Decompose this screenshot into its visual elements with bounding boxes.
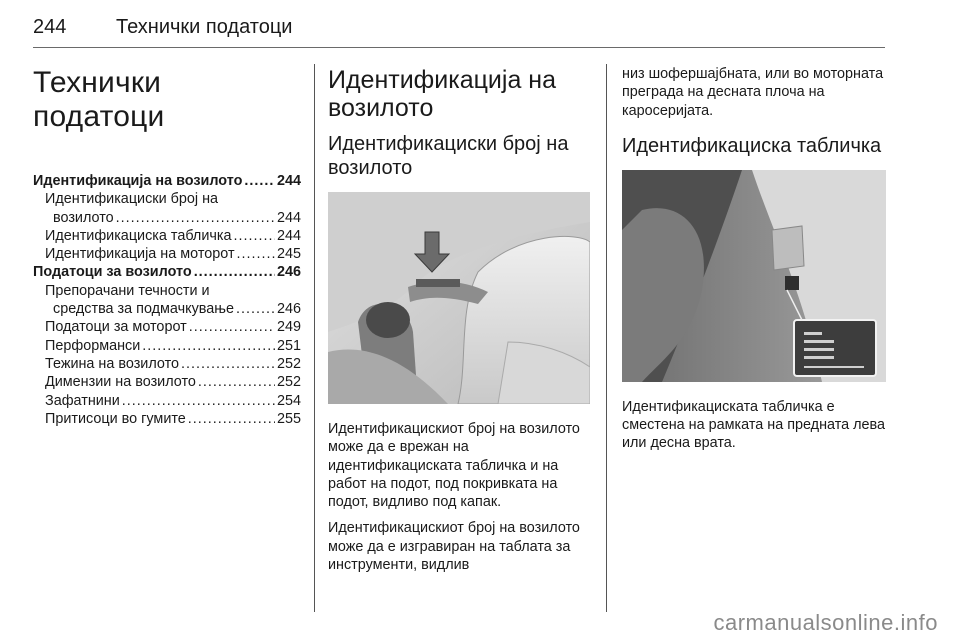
table-of-contents [33, 172, 301, 428]
content-column-2 [328, 56, 590, 582]
toc-entry-label: Идентификациски број на [45, 191, 219, 208]
toc-leader-dots [181, 355, 275, 373]
toc-entry-page: 254 [276, 392, 301, 409]
toc-entry[interactable] [33, 355, 301, 373]
toc-entry-label: средства за подмачкување [53, 301, 234, 318]
running-title: Технички податоци [116, 16, 293, 38]
toc-leader-dots [237, 245, 275, 263]
toc-entry[interactable] [33, 392, 301, 410]
toc-entry[interactable] [33, 172, 301, 190]
toc-entry-label: Идентификација на возилото [33, 173, 243, 189]
toc-entry-label: Перформанси [45, 337, 141, 354]
plate-paragraph: Идентификациската табличка е сместена на рамката на предната лева или десна врата. [622, 398, 886, 452]
toc-entry-page: 251 [276, 337, 301, 354]
toc-entry-page: 246 [276, 264, 301, 281]
toc-leader-dots [189, 318, 275, 336]
toc-leader-dots [116, 209, 275, 227]
column-divider-1 [314, 64, 315, 612]
toc-leader-dots [188, 410, 275, 428]
vin-paragraph-2: Идентификацискиот број на возилото може да е изгравиран на таблата за инструменти, видлив [328, 520, 580, 574]
toc-entry[interactable] [33, 410, 301, 428]
toc-entry[interactable] [33, 300, 301, 318]
toc-entry-page: 246 [276, 301, 301, 318]
toc-leader-dots [233, 227, 275, 245]
toc-entry-page: 245 [276, 246, 301, 263]
toc-entry-label: Зафатнини [45, 392, 120, 409]
toc-leader-dots [236, 300, 275, 318]
toc-entry-label: Димензии на возилото [45, 374, 196, 391]
toc-entry-page: 249 [276, 319, 301, 336]
identification-plate-photo [622, 170, 886, 382]
toc-entry[interactable] [33, 373, 301, 391]
toc-leader-dots [142, 337, 275, 355]
vin-paragraph-2-cont: низ шофершајбната, или во моторната преграда на десната плоча на каросеријата. [622, 66, 884, 119]
toc-entry-page: 255 [276, 410, 301, 427]
toc-entry-page: 252 [276, 355, 301, 372]
toc-leader-dots [198, 373, 275, 391]
toc-entry-label: Податоци за возилото [33, 264, 192, 281]
column-divider-2 [606, 64, 607, 612]
subsection-title-vin: Идентификациски број на возилото [328, 133, 569, 179]
toc-column [33, 56, 301, 428]
toc-entry[interactable] [33, 209, 301, 227]
toc-entry[interactable] [33, 337, 301, 355]
toc-entry-label: Идентификациска табличка [45, 227, 232, 244]
toc-leader-dots [194, 263, 275, 281]
toc-entry-label: возилото [53, 209, 114, 226]
toc-entry-page: 252 [276, 374, 301, 391]
header-rule [33, 47, 885, 48]
vin-location-photo [328, 192, 590, 404]
content-column-3 [622, 56, 886, 461]
toc-entry[interactable] [33, 263, 301, 281]
page-number: 244 [33, 16, 67, 38]
toc-entry-label: Препорачани течности и [45, 282, 210, 299]
vin-paragraph-1: Идентификацискиот број на возилото може да е врежан на идентификациската табличка и на работ на подот, под покривката на подот, видливо под капак. [328, 421, 580, 511]
toc-leader-dots [122, 392, 275, 410]
section-title: Идентификација на возилото [328, 66, 557, 122]
toc-entry[interactable] [33, 227, 301, 245]
toc-entry-label: Тежина на возилото [45, 355, 180, 372]
toc-entry-label: Идентификација на моторот [45, 246, 235, 263]
subsection-title-plate: Идентификациска табличка [622, 134, 882, 157]
toc-entry[interactable] [33, 190, 301, 208]
toc-leader-dots [244, 172, 275, 190]
toc-entry[interactable] [33, 245, 301, 263]
toc-entry-label: Притисоци во гумите [45, 410, 186, 427]
toc-entry[interactable] [33, 282, 301, 300]
watermark: carmanualsonline.info [713, 610, 938, 635]
toc-entry-page: 244 [276, 209, 301, 226]
toc-entry-label: Податоци за моторот [45, 319, 187, 336]
toc-entry-page: 244 [276, 173, 301, 189]
chapter-title: Технички податоци [33, 66, 165, 133]
toc-entry[interactable] [33, 318, 301, 336]
toc-entry-page: 244 [276, 227, 301, 244]
